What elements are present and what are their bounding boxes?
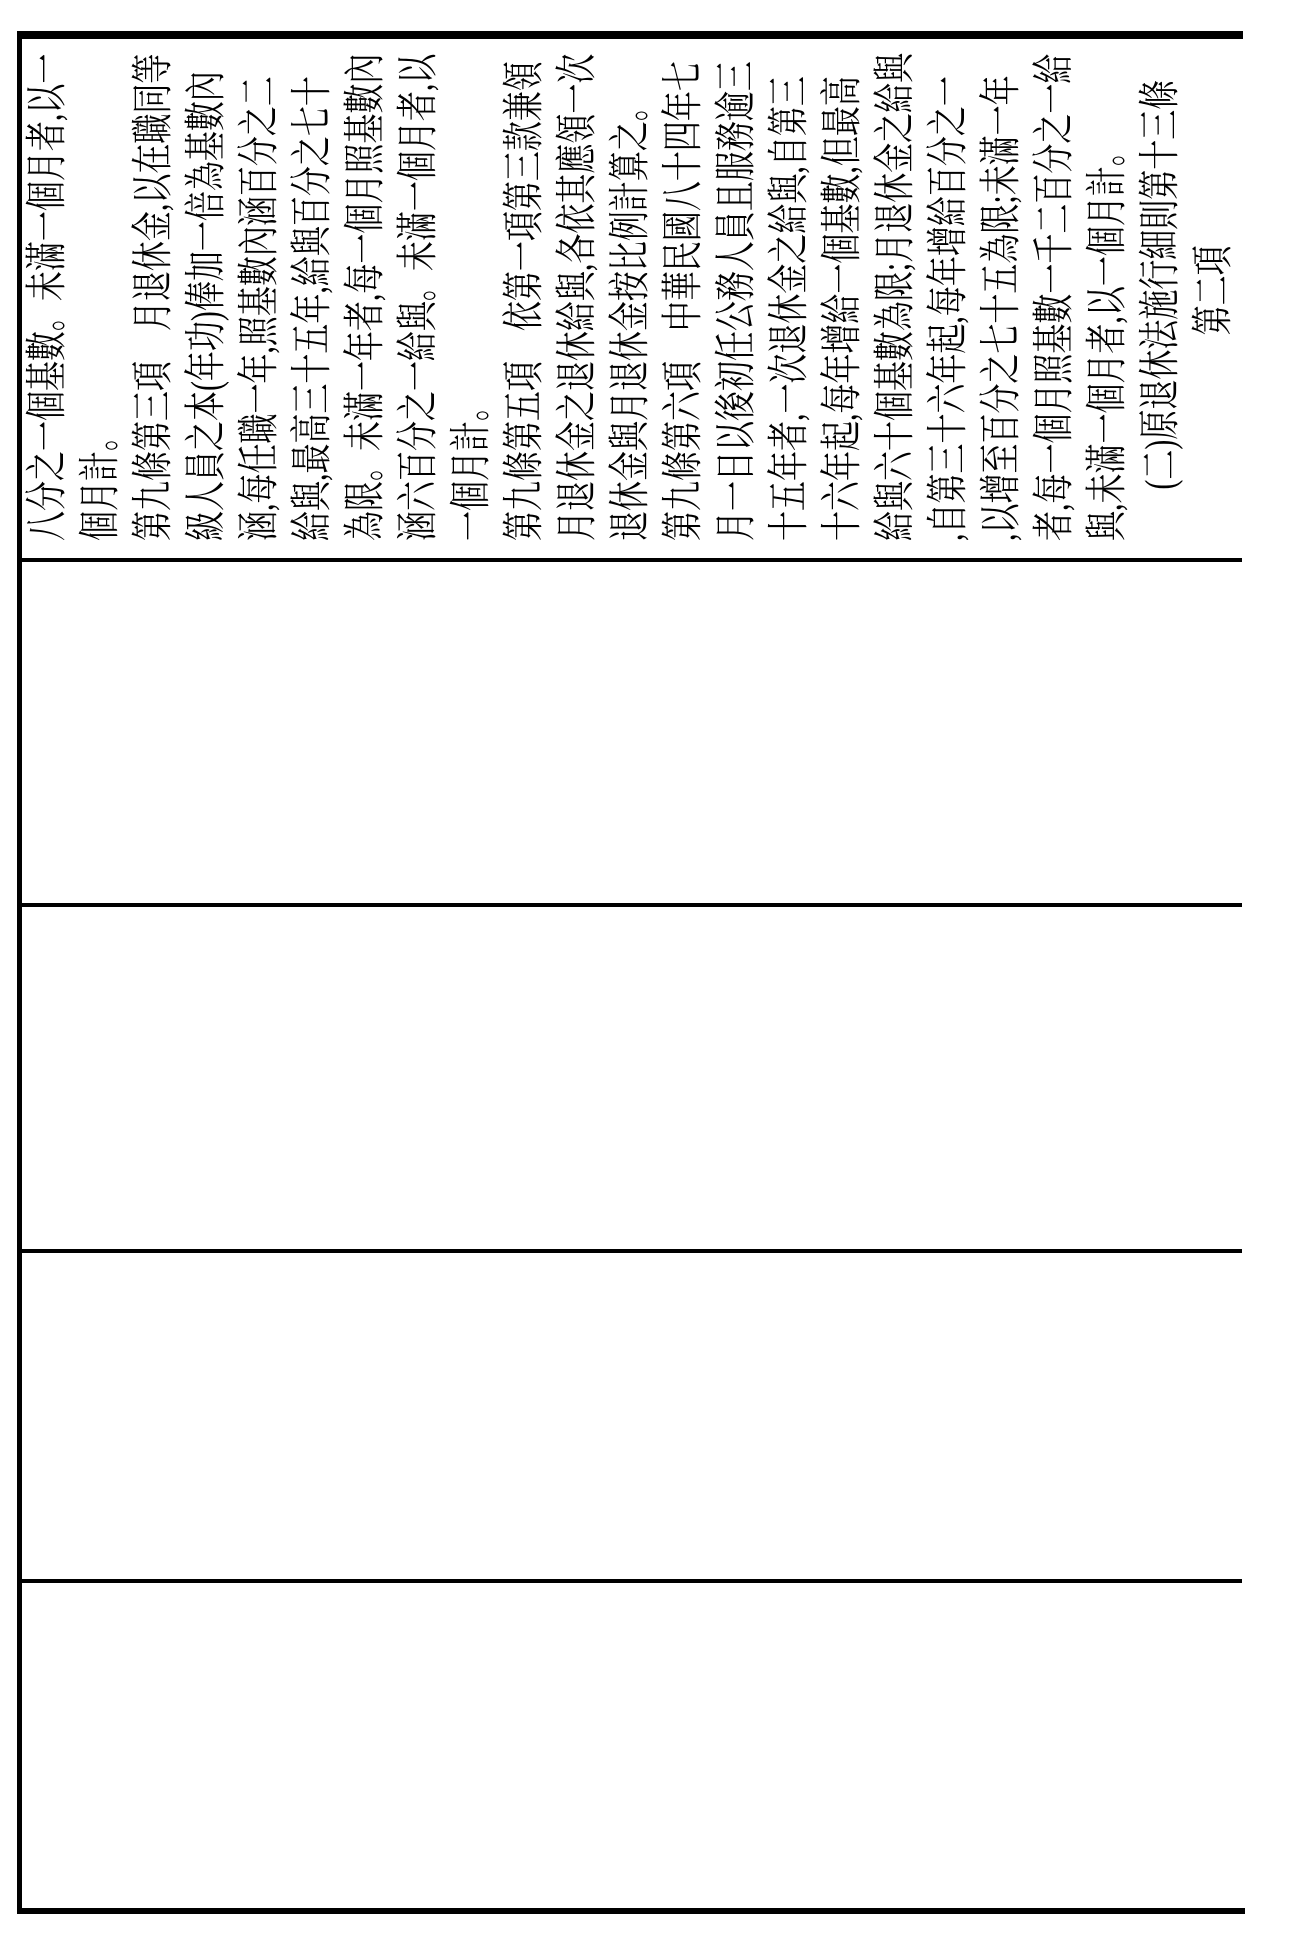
text-line (1029, 33, 1082, 541)
text-line-content: 級人員之本(年功)俸加一倍為基數內 (184, 71, 230, 541)
text-line (976, 33, 1029, 541)
text-line (234, 33, 287, 541)
text-line (658, 33, 711, 541)
text-line-content: 月一日以後初任公務人員且服務逾三 (714, 61, 760, 541)
text-line (605, 33, 658, 541)
text-line (22, 33, 75, 541)
text-line (923, 33, 976, 541)
text-line-content: 一個月計。 (449, 391, 495, 541)
text-line (1135, 33, 1188, 541)
text-line (75, 33, 128, 541)
text-line (552, 33, 605, 541)
law-text-block (22, 33, 1241, 541)
text-line-content: 第九條第六項 中華民國八十四年七 (661, 61, 707, 541)
text-line-content: ,以增至百分之七十五為限;未滿一年 (979, 75, 1025, 541)
row-divider (17, 903, 1242, 907)
text-line-content: 給與六十個基數為限;月退休金之給與 (873, 52, 919, 541)
text-line-content: 退休金與月退休金按比例計算之。 (608, 91, 654, 541)
text-line-content: 第九條第三項 月退休金,以在職同等 (131, 53, 177, 541)
text-line (817, 33, 870, 541)
text-line-content: 涵六百分之一給與。未滿一個月者,以 (396, 53, 442, 541)
text-line (870, 33, 923, 541)
table-border-bottom (17, 1908, 1245, 1914)
text-line (446, 33, 499, 541)
text-line-content: 為限。未滿一年者,每一個月照基數內 (343, 53, 389, 541)
text-line-content: (二)原退休法施行細則第十三條 (1138, 79, 1184, 490)
text-line (499, 33, 552, 541)
row-divider (17, 558, 1242, 562)
text-line-content: 與,未滿一個月者,以一個月計。 (1085, 136, 1131, 541)
text-line-content: 十六年起,每年增給一個基數,但最高 (820, 76, 866, 541)
text-line (393, 33, 446, 541)
text-line-content: 八分之一個基數。未滿一個月者,以一 (25, 53, 71, 541)
text-line (287, 33, 340, 541)
text-line-content: 第二項 (1191, 245, 1237, 336)
text-line-content: 涵,每任職一年,照基數內涵百分之二 (237, 76, 283, 541)
text-line (1082, 33, 1135, 541)
row-divider (17, 1579, 1242, 1583)
text-line-content: 給與,最高三十五年,給與百分之七十 (290, 76, 336, 541)
text-line-content: 個月計。 (78, 421, 124, 541)
text-line-content: 者,每一個月照基數一千二百分之一給 (1032, 53, 1078, 541)
text-line (340, 33, 393, 541)
text-line (128, 33, 181, 541)
text-line (764, 33, 817, 541)
text-line-content: 第九條第五項 依第一項第三款兼領 (502, 61, 548, 541)
text-line (1188, 33, 1241, 541)
text-line (181, 33, 234, 541)
text-line-content: 月退休金之退休給與,各依其應領一次 (555, 53, 601, 541)
text-line (711, 33, 764, 541)
text-line-content: ,自第三十六年起,每年增給百分之一 (926, 76, 972, 541)
row-divider (17, 1249, 1242, 1253)
text-line-content: 十五年者,一次退休金之給與,自第三 (767, 76, 813, 541)
